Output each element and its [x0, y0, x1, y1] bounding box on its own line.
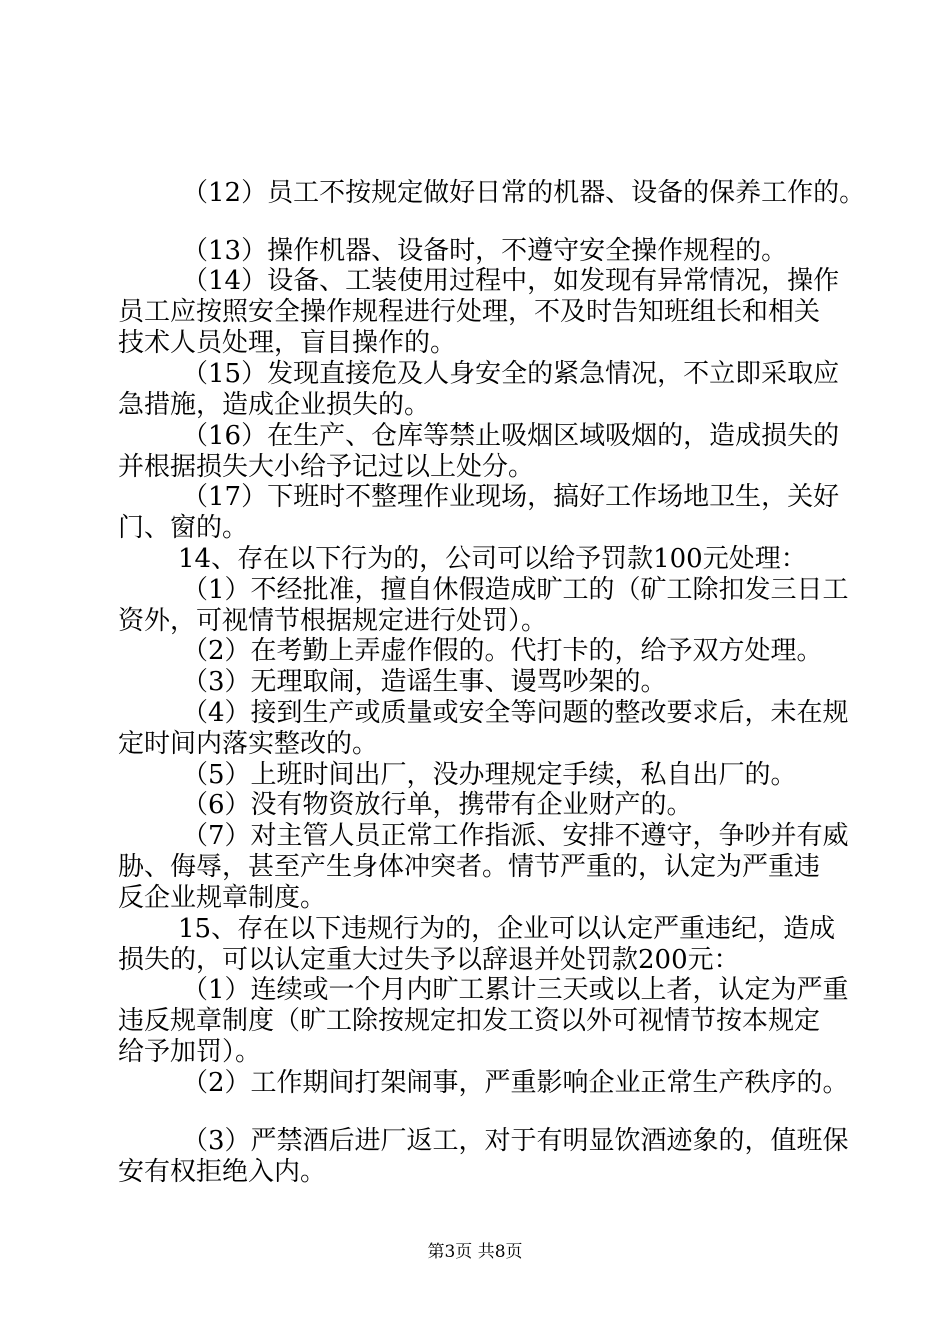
text-line: 员工应按照安全操作规程进行处理，不及时告知班组长和相关 [118, 297, 821, 327]
text-line: （2）工作期间打架闹事，严重影响企业正常生产秩序的。 [182, 1068, 849, 1098]
text-line: （3）无理取闹，造谣生事、谩骂吵架的。 [182, 667, 667, 697]
text-line: （7）对主管人员正常工作指派、安排不遵守，争吵并有威 [182, 821, 849, 851]
text-line: （5）上班时间出厂，没办理规定手续，私自出厂的。 [182, 760, 797, 790]
text-line: 技术人员处理，盲目操作的。 [118, 328, 457, 358]
text-line: 并根据损失大小给予记过以上处分。 [118, 452, 535, 482]
text-line: （1）不经批准，擅自休假造成旷工的（矿工除扣发三日工 [182, 575, 849, 605]
text-line: 急措施，造成企业损失的。 [118, 390, 431, 420]
text-line: 胁、侮辱，甚至产生身体冲突者。情节严重的，认定为严重违 [118, 852, 821, 882]
text-line: 15、存在以下违规行为的，企业可以认定严重违纪，造成 [178, 914, 836, 944]
text-line: （14）设备、工装使用过程中，如发现有异常情况，操作 [182, 266, 840, 296]
text-line: 安有权拒绝入内。 [118, 1157, 327, 1187]
page-number-footer: 第3页 共8页 [427, 1242, 523, 1262]
text-line: （3）严禁酒后进厂返工，对于有明显饮酒迹象的，值班保 [182, 1126, 849, 1156]
text-line: （4）接到生产或质量或安全等问题的整改要求后，未在规 [182, 698, 849, 728]
text-line: 14、存在以下行为的，公司可以给予罚款100元处理： [178, 544, 807, 574]
text-line: （13）操作机器、设备时，不遵守安全操作规程的。 [182, 236, 788, 266]
text-line: 资外，可视情节根据规定进行处罚）。 [118, 606, 548, 636]
text-line: （2）在考勤上弄虚作假的。代打卡的，给予双方处理。 [182, 636, 823, 666]
text-line: 给予加罚）。 [118, 1037, 262, 1067]
text-line: 损失的，可以认定重大过失予以辞退并处罚款200元： [118, 945, 740, 975]
text-line: （15）发现直接危及人身安全的紧急情况，不立即采取应 [182, 359, 840, 389]
text-line: 违反规章制度（旷工除按规定扣发工资以外可视情节按本规定 [118, 1006, 821, 1036]
text-line: 门、窗的。 [118, 513, 249, 543]
text-line: （16）在生产、仓库等禁止吸烟区域吸烟的，造成损失的 [182, 421, 840, 451]
text-line: 定时间内落实整改的。 [118, 729, 379, 759]
text-line: （6）没有物资放行单，携带有企业财产的。 [182, 790, 693, 820]
text-line: （12）员工不按规定做好日常的机器、设备的保养工作的。 [182, 178, 866, 208]
text-line: （1）连续或一个月内旷工累计三天或以上者，认定为严重 [182, 975, 849, 1005]
text-line: 反企业规章制度。 [118, 883, 327, 913]
text-line: （17）下班时不整理作业现场，搞好工作场地卫生，关好 [182, 482, 840, 512]
